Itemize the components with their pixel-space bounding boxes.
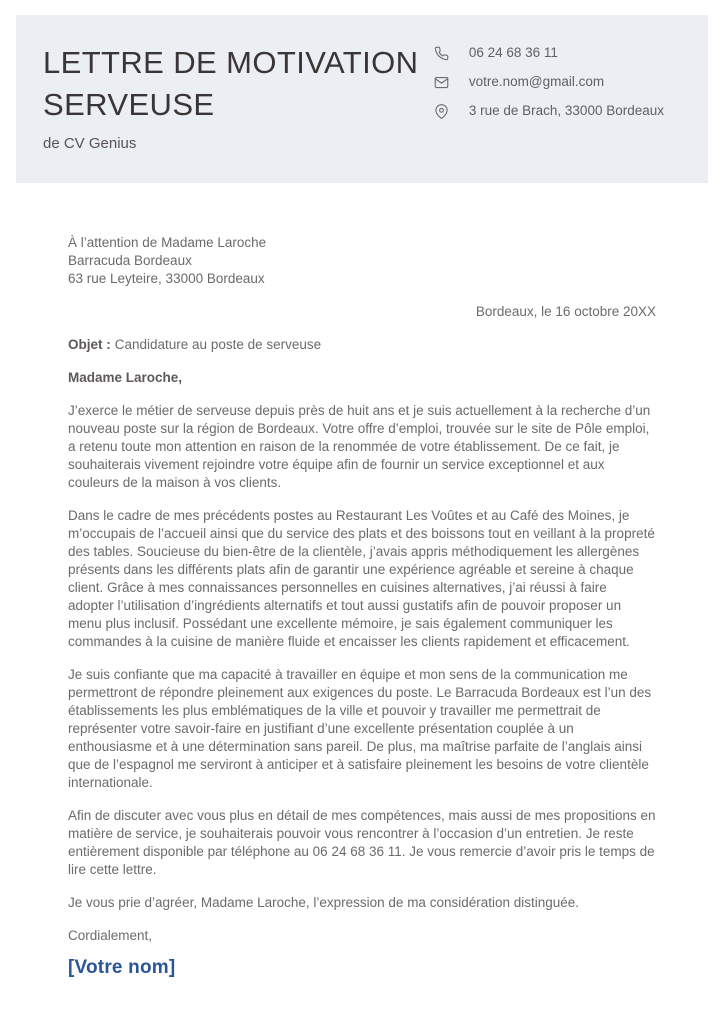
contact-address: 3 rue de Brach, 33000 Bordeaux	[468, 103, 664, 118]
paragraph-2: Dans le cadre de mes précédents postes au Restaurant Les Voûtes et au Café des Moines, je m’occupais de l’accueil ainsi que du service des plats et des boissons tout en veillant à la propreté des tables. Soucieuse du bien-être de la clientèle, j’avais appris méthodiquement les allergènes présents dans les différents plats afin de garantir une expérience agréable et sereine à chaque client. Grâce à mes connaissances personnelles en cuisines alternatives, j’ai réussi à faire adopter l’utilisation d’ingrédients alternatifs et tout aussi gustatifs afin de pouvoir proposer un menu plus inclusif. Possédant une excellente mémoire, je sais également communiquer les commandes à la cuisine de manière fluide et encaisser les clients rapidement et efficacement.	[68, 508, 655, 649]
paragraph-4: Afin de discuter avec vous plus en détail de mes compétences, mais aussi de mes propositions en matière de service, je souhaiterais pouvoir vous rencontrer à l’occasion d’un entretien. Je reste entièrement disponible par téléphone au 06 24 68 36 11. Je vous remercie d’avoir pris le temps de lire cette lettre.	[68, 808, 656, 877]
subject-text: Candidature au poste de serveuse	[114, 337, 322, 352]
date-line: Bordeaux, le 16 octobre 20XX	[475, 304, 656, 319]
contact-email: votre.nom@gmail.com	[468, 74, 605, 89]
contact-block	[434, 45, 664, 152]
letter-header	[16, 15, 708, 183]
page-title	[43, 42, 418, 126]
paragraph-1: J’exerce le métier de serveuse depuis près de huit ans et je suis actuellement à la recherche d’un nouveau poste sur la région de Bordeaux. Votre offre d’emploi, trouvée sur le site de Pôle emploi, a retenu toute mon attention en raison de la renommée de votre établissement. De ce fait, je souhaiterais vivement rejoindre votre équipe afin de fournir un service exceptionnel et aux couleurs de la maison à vos clients.	[68, 403, 651, 490]
paragraph-3: Je suis confiante que ma capacité à travailler en équipe et mon sens de la communication me permettront de répondre pleinement aux exigences du poste. Le Barracuda Bordeaux est l’un des établissements les plus emblématiques de la ville et pouvoir y travailler me permettrait de représenter votre savoir-faire en justifiant d’une excellente présentation couplée à un enthousiasme et à une détermination sans pareil. De plus, ma maîtrise parfaite de l’anglais ainsi que de l’espagnol me serviront à anticiper et à satisfaire pleinement les besoins de votre clientèle internationale.	[68, 667, 652, 790]
contact-email-row	[434, 74, 664, 90]
recipient-line: À l’attention de Madame Laroche	[68, 235, 267, 250]
contact-address-row	[434, 103, 664, 119]
subject-label: Objet :	[68, 337, 111, 352]
mail-icon	[434, 75, 449, 90]
title-block	[43, 42, 418, 152]
subject-line	[68, 336, 656, 354]
salutation: Madame Laroche,	[68, 370, 183, 385]
page-title-line1: LETTRE DE MOTIVATION	[43, 45, 419, 80]
page-title-line2: SERVEUSE	[43, 87, 215, 122]
phone-icon	[434, 46, 449, 61]
contact-phone-row	[434, 45, 664, 61]
closing-sentence: Je vous prie d’agréer, Madame Laroche, l’expression de ma considération distinguée.	[68, 895, 580, 910]
recipient-line: Barracuda Bordeaux	[68, 253, 192, 268]
signoff: Cordialement,	[68, 928, 153, 943]
recipient-line: 63 rue Leyteire, 33000 Bordeaux	[68, 271, 265, 286]
page-subtitle: de CV Genius	[43, 135, 137, 152]
letter-body	[68, 234, 656, 977]
recipient-block	[68, 234, 656, 288]
map-pin-icon	[434, 104, 449, 119]
contact-phone: 06 24 68 36 11	[468, 45, 558, 60]
signature-name: [Votre nom]	[68, 957, 176, 978]
